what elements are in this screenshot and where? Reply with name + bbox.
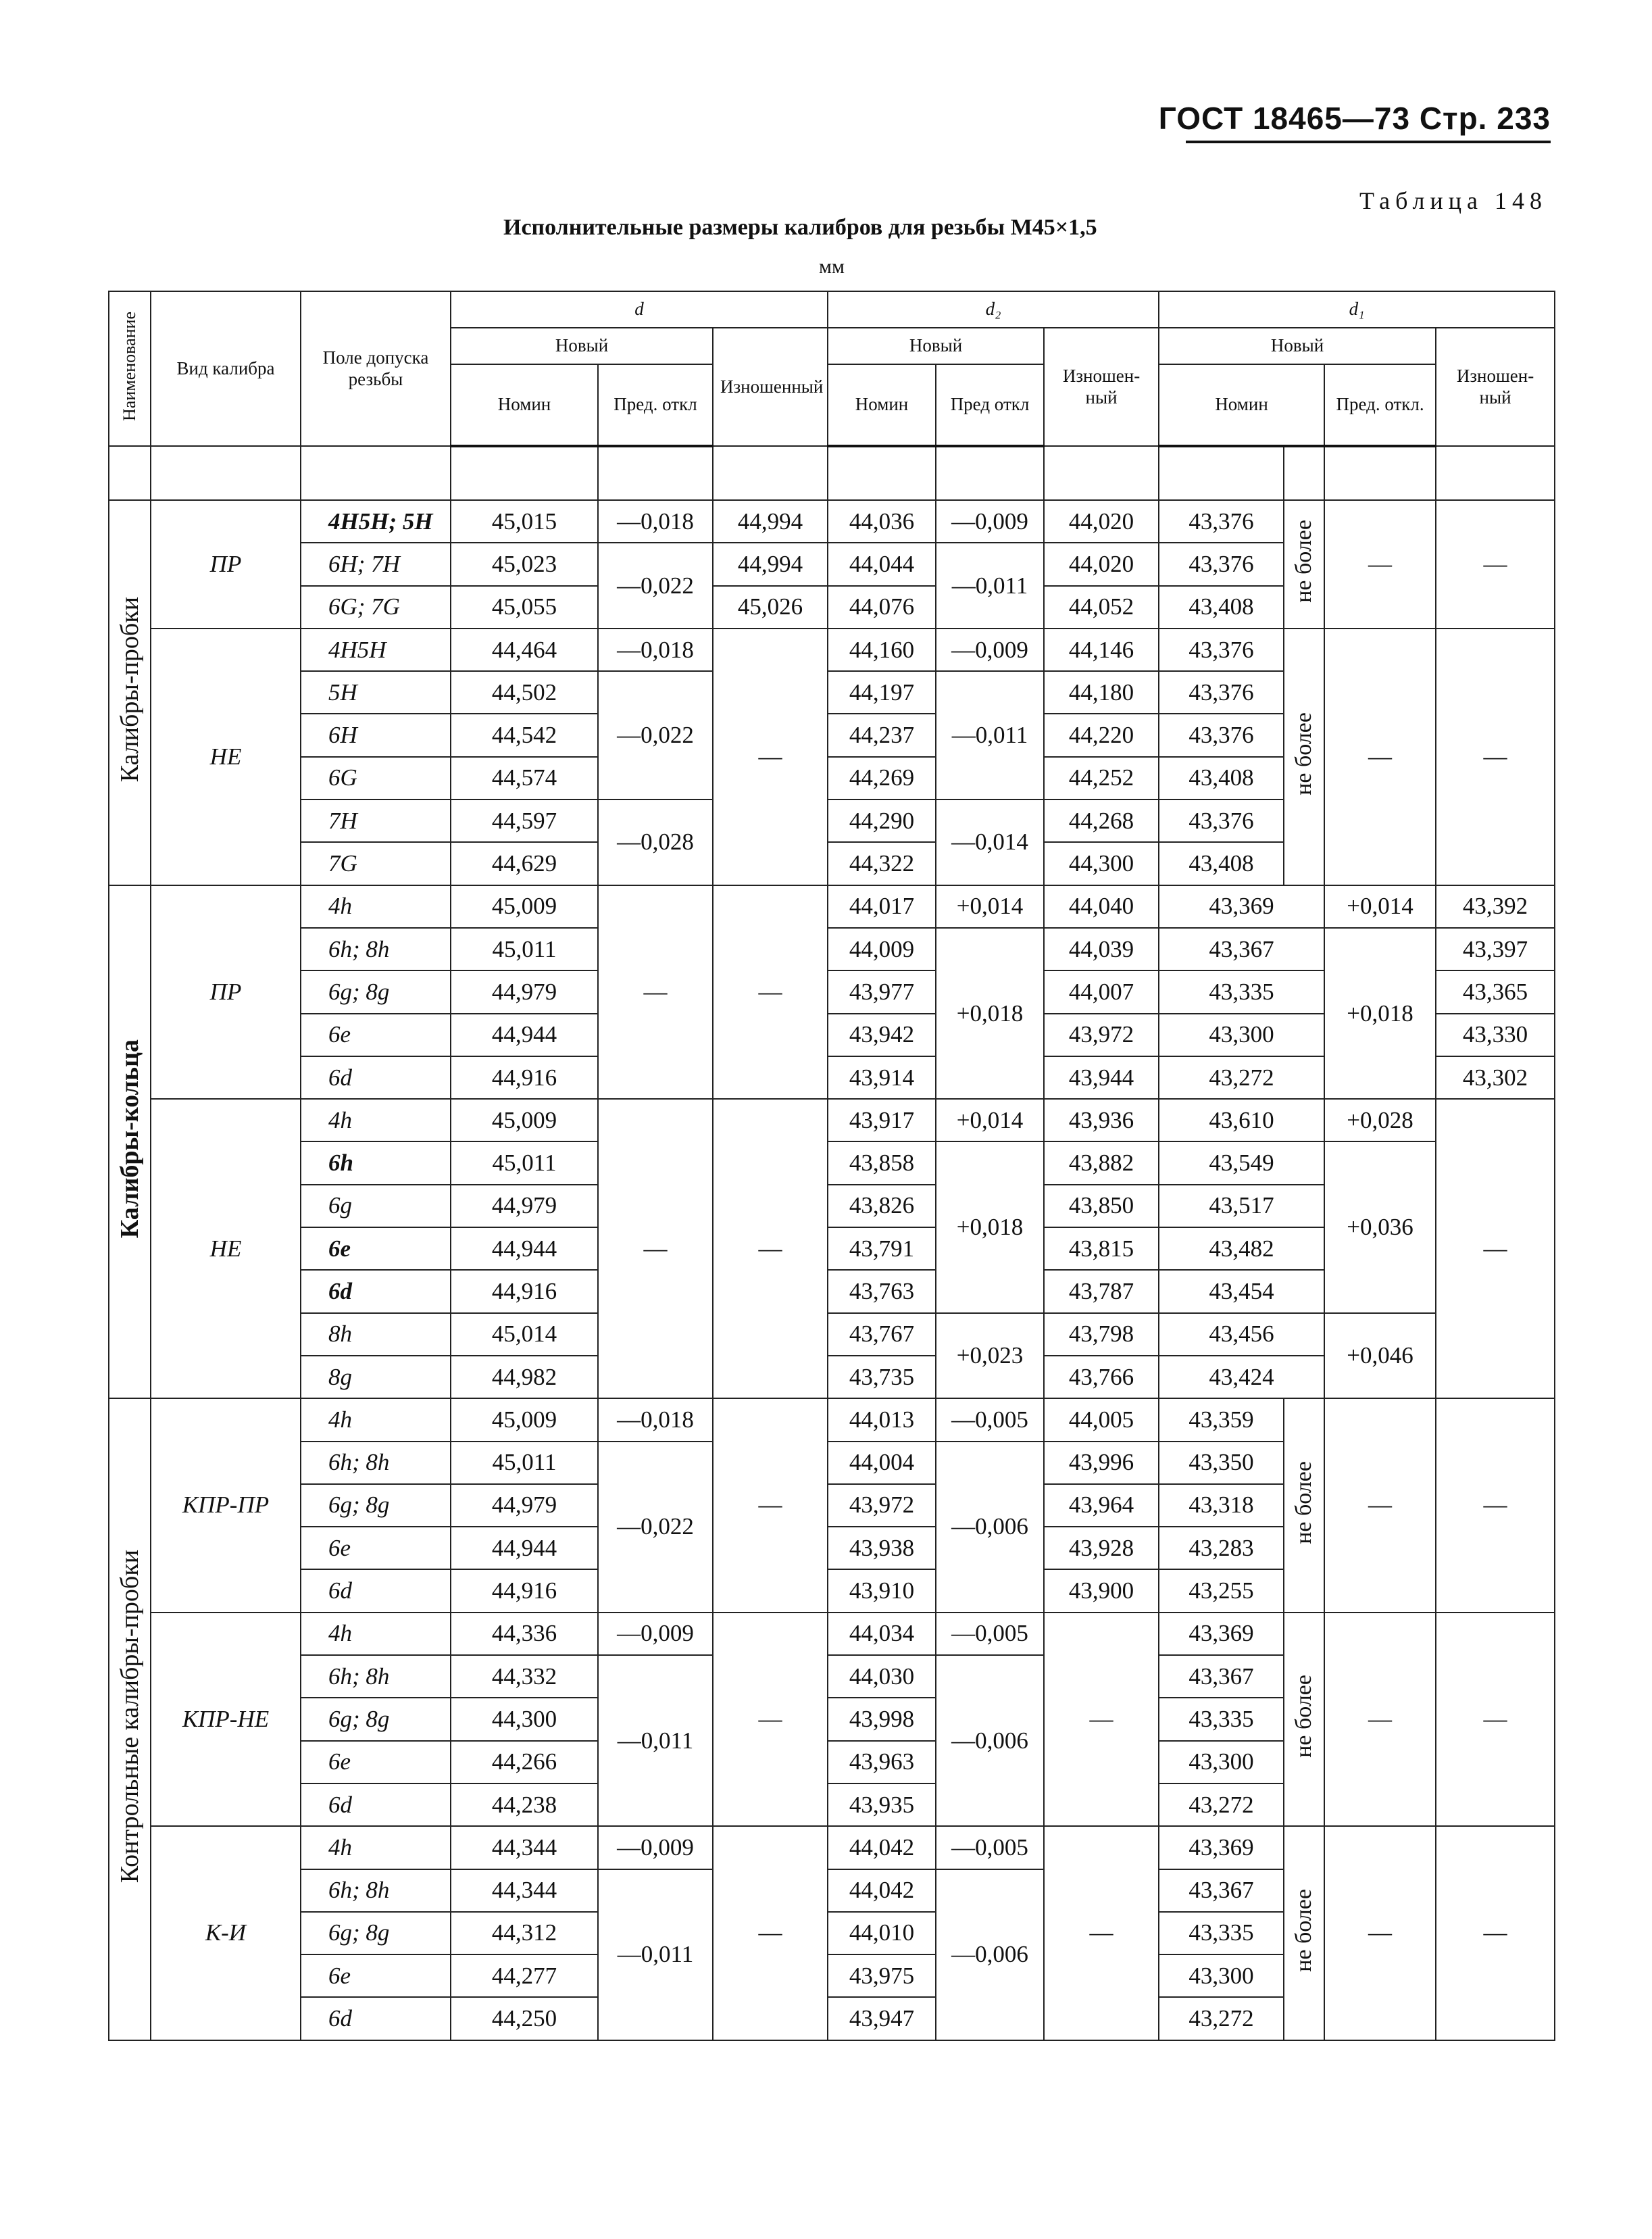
not-more-note: не более	[1284, 1826, 1324, 2040]
not-more-note: не более	[1284, 1613, 1324, 1826]
table-row: 6G; 7G 45,055 45,026 44,076 44,052 43,408	[109, 586, 1555, 629]
table-row: 7G 44,629 44,322 44,300 43,408	[109, 842, 1555, 885]
gauge-kind: НЕ	[151, 629, 301, 885]
table-row: 6h; 8h 44,344 —0,011 44,042 —0,006 43,367	[109, 1869, 1555, 1912]
gauge-kind: ПР	[151, 885, 301, 1099]
table-row: КПР-НЕ 4h 44,336 —0,009 — 44,034 —0,005 — 43,369 не более — —	[109, 1613, 1555, 1655]
header-d1-worn: Изношен-ный	[1436, 328, 1555, 446]
table-row: Контрольные калибры-пробки КПР-ПР 4h 45,009 —0,018 — 44,013 —0,005 44,005 43,359 не более — —	[109, 1398, 1555, 1441]
table-row: 6h; 8h 45,011 —0,022 44,004 —0,006 43,996 43,350	[109, 1442, 1555, 1484]
table-row: 7H 44,597 —0,028 44,290 —0,014 44,268 43,376	[109, 799, 1555, 842]
header-d1-new: Новый	[1159, 328, 1436, 364]
header-kind: Вид калибра	[151, 291, 301, 446]
not-more-note: не более	[1284, 629, 1324, 885]
table-row: Калибры-пробки ПР 4H5H; 5H 45,015 —0,018 44,994 44,036 —0,009 44,020 43,376 не более — —	[109, 500, 1555, 543]
header-d2-nominal: Номин	[828, 364, 936, 446]
table-row: Калибры-кольца ПР 4h 45,009 — — 44,017 +0,014 44,040 43,369 +0,014 43,392	[109, 885, 1555, 928]
header-d-dev: Пред. откл	[598, 364, 713, 446]
header-d2-new: Новый	[828, 328, 1044, 364]
header-d-new: Новый	[451, 328, 713, 364]
table-row: 6g; 8g 44,300 43,998 43,335	[109, 1698, 1555, 1740]
header-d2: d₂	[828, 291, 1159, 328]
table-row: 8g 44,982 43,735 43,766 43,424	[109, 1356, 1555, 1398]
table-row: 6d 44,916 43,910 43,900 43,255	[109, 1569, 1555, 1612]
header-tolerance: Поле допуска резьбы	[301, 291, 451, 446]
table-row: 6e 44,277 43,975 43,300	[109, 1954, 1555, 1997]
header-d-nominal: Номин	[451, 364, 598, 446]
table-row: 6G 44,574 44,269 44,252 43,408	[109, 757, 1555, 799]
table-row: 6d 44,250 43,947 43,272	[109, 1997, 1555, 2040]
header-rule	[1186, 141, 1551, 143]
table-row: 6d 44,916 43,763 43,787 43,454	[109, 1270, 1555, 1312]
group-control-plug-gauges: Контрольные калибры-пробки	[109, 1398, 151, 2040]
header-d1-dev: Пред. откл.	[1324, 364, 1436, 446]
table-row: 6e 44,944 43,938 43,928 43,283	[109, 1527, 1555, 1569]
table-row: 6e 44,266 43,963 43,300	[109, 1741, 1555, 1783]
table-row: 6h; 8h 45,011 44,009 +0,018 44,039 43,367 +0,018 43,397	[109, 928, 1555, 970]
table-row: К-И 4h 44,344 —0,009 — 44,042 —0,005 — 43,369 не более — —	[109, 1826, 1555, 1869]
not-more-note: не более	[1284, 500, 1324, 629]
gauge-kind: КПР-НЕ	[151, 1613, 301, 1826]
gauge-kind: К-И	[151, 1826, 301, 2040]
header-d1: d₁	[1159, 291, 1555, 328]
header-d1-nominal: Номин	[1159, 364, 1324, 446]
header-d: d	[451, 291, 828, 328]
table-row: НЕ 4H5H 44,464 —0,018 — 44,160 —0,009 44,146 43,376 не более — —	[109, 629, 1555, 671]
table-unit: мм	[819, 255, 845, 278]
table-spacer	[109, 446, 1555, 500]
table-row: 6d 44,238 43,935 43,272	[109, 1783, 1555, 1826]
page-header: ГОСТ 18465—73 Стр. 233	[1158, 101, 1551, 136]
table-row: 8h 45,014 43,767 +0,023 43,798 43,456 +0,046	[109, 1313, 1555, 1356]
table-row: 6H; 7H 45,023 —0,022 44,994 44,044 —0,011 44,020 43,376	[109, 543, 1555, 585]
table-row: 6e 44,944 43,791 43,815 43,482	[109, 1227, 1555, 1270]
gauge-kind: КПР-ПР	[151, 1398, 301, 1612]
table-row: 6g; 8g 44,312 44,010 43,335	[109, 1912, 1555, 1954]
table-row: НЕ 4h 45,009 — — 43,917 +0,014 43,936 43,610 +0,028 —	[109, 1099, 1555, 1141]
table-label: Таблица 148	[1359, 187, 1547, 214]
group-ring-gauges: Калибры-кольца	[109, 885, 151, 1399]
table-row: 6d 44,916 43,914 43,944 43,272 43,302	[109, 1056, 1555, 1099]
table-row: 5H 44,502 —0,022 44,197 —0,011 44,180 43,376	[109, 671, 1555, 714]
table-row: 6h; 8h 44,332 —0,011 44,030 —0,006 43,367	[109, 1655, 1555, 1698]
table-row: 6e 44,944 43,942 43,972 43,300 43,330	[109, 1014, 1555, 1056]
header-name: Наименование	[109, 291, 151, 446]
header-d2-dev: Пред откл	[936, 364, 1044, 446]
header-d2-worn: Изношен-ный	[1044, 328, 1159, 446]
not-more-note: не более	[1284, 1398, 1324, 1612]
table-row: 6g 44,979 43,826 43,850 43,517	[109, 1185, 1555, 1227]
gauge-dimensions-table	[108, 291, 1555, 2041]
header-d-worn: Изношенный	[713, 328, 828, 446]
table-row: 6g; 8g 44,979 43,977 44,007 43,335 43,365	[109, 970, 1555, 1013]
table-row: 6H 44,542 44,237 44,220 43,376	[109, 714, 1555, 756]
gauge-kind: НЕ	[151, 1099, 301, 1398]
table-row: 6h 45,011 43,858 +0,018 43,882 43,549 +0,036	[109, 1141, 1555, 1184]
table-title: Исполнительные размеры калибров для резьбы М45×1,5	[503, 215, 1097, 240]
group-plug-gauges: Калибры-пробки	[109, 500, 151, 885]
gauge-kind: ПР	[151, 500, 301, 629]
table-row: 6g; 8g 44,979 43,972 43,964 43,318	[109, 1484, 1555, 1527]
